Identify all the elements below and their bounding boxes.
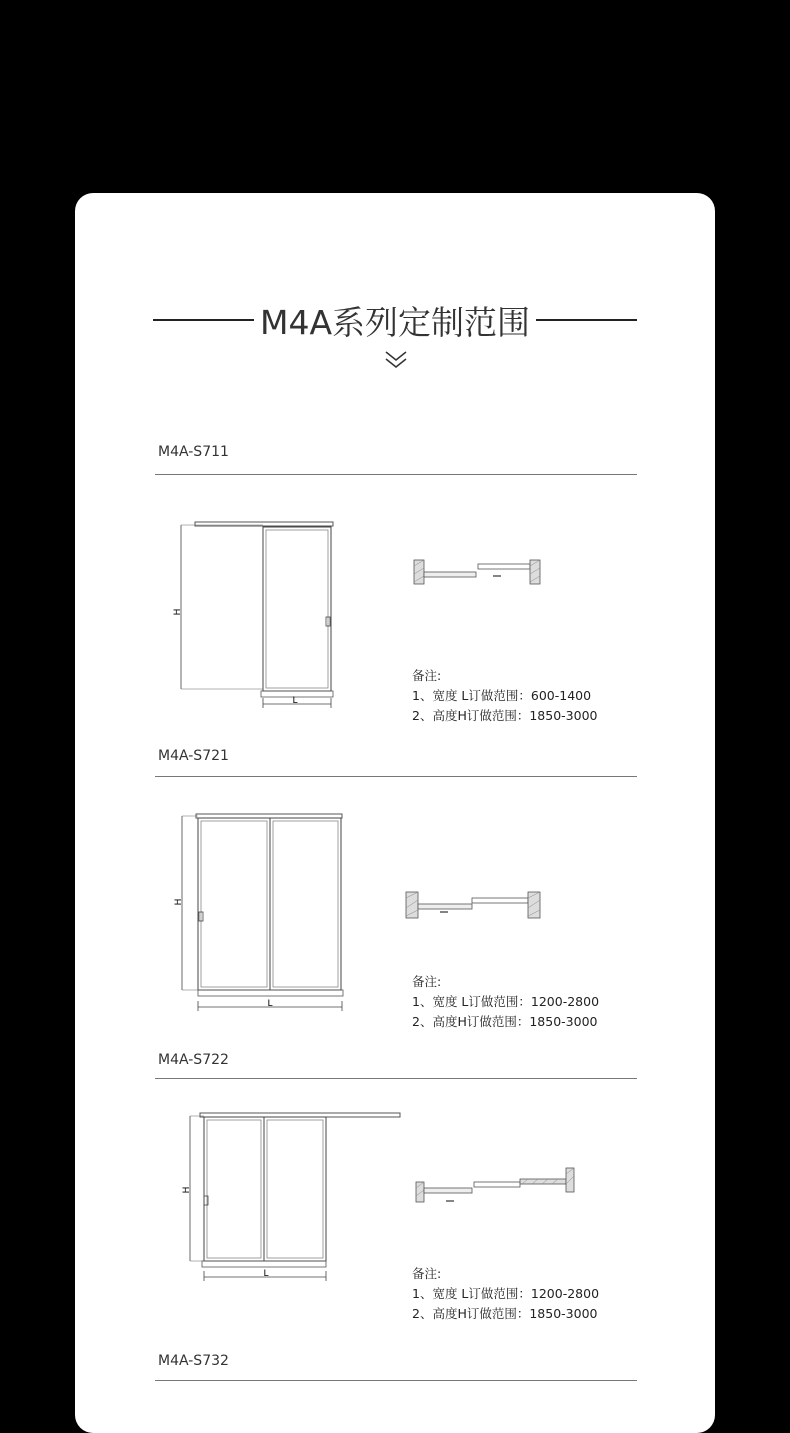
note-width-range: 1、宽度 L订做范围：600-1400 xyxy=(412,688,592,703)
plan-diagram-s722 xyxy=(412,1164,582,1204)
section-divider-s721 xyxy=(155,776,637,777)
double-chevron-down-icon xyxy=(384,349,408,371)
title-right-rule xyxy=(536,319,637,321)
section-divider-s722 xyxy=(155,1078,637,1079)
page-title: M4A系列定制范围 xyxy=(259,302,531,342)
elevation-diagram-s721 xyxy=(170,810,350,1015)
dimension-l-label: L xyxy=(292,696,298,706)
note-title: 备注: xyxy=(412,668,442,683)
elevation-diagram-s722 xyxy=(178,1110,404,1286)
dimension-l-label: L xyxy=(263,1269,269,1279)
note-title: 备注: xyxy=(412,974,442,989)
note-height-range: 2、高度H订做范围：1850-3000 xyxy=(412,708,598,723)
note-block-s721 xyxy=(412,972,599,1032)
note-height-range: 2、高度H订做范围：1850-3000 xyxy=(412,1014,598,1029)
plan-diagram-s711 xyxy=(410,556,546,588)
dimension-l-label: L xyxy=(267,999,273,1009)
dimension-h-label: H xyxy=(173,608,183,616)
model-label-s721: M4A-S721 xyxy=(158,748,229,764)
note-title: 备注: xyxy=(412,1266,442,1281)
model-label-s711: M4A-S711 xyxy=(158,444,229,460)
note-width-range: 1、宽度 L订做范围：1200-2800 xyxy=(412,1286,600,1301)
section-title-row xyxy=(153,295,637,345)
dimension-h-label: H xyxy=(182,1186,192,1194)
dimension-h-label: H xyxy=(174,898,184,906)
note-height-range: 2、高度H订做范围：1850-3000 xyxy=(412,1306,598,1321)
model-label-s732: M4A-S732 xyxy=(158,1353,229,1369)
section-divider-s732 xyxy=(155,1380,637,1381)
note-block-s722 xyxy=(412,1264,599,1324)
model-label-s722: M4A-S722 xyxy=(158,1052,229,1068)
section-divider-s711 xyxy=(155,474,637,475)
title-left-rule xyxy=(153,319,254,321)
plan-diagram-s721 xyxy=(402,888,548,922)
elevation-diagram-s711 xyxy=(170,518,340,710)
note-width-range: 1、宽度 L订做范围：1200-2800 xyxy=(412,994,600,1009)
note-block-s711 xyxy=(412,666,598,726)
